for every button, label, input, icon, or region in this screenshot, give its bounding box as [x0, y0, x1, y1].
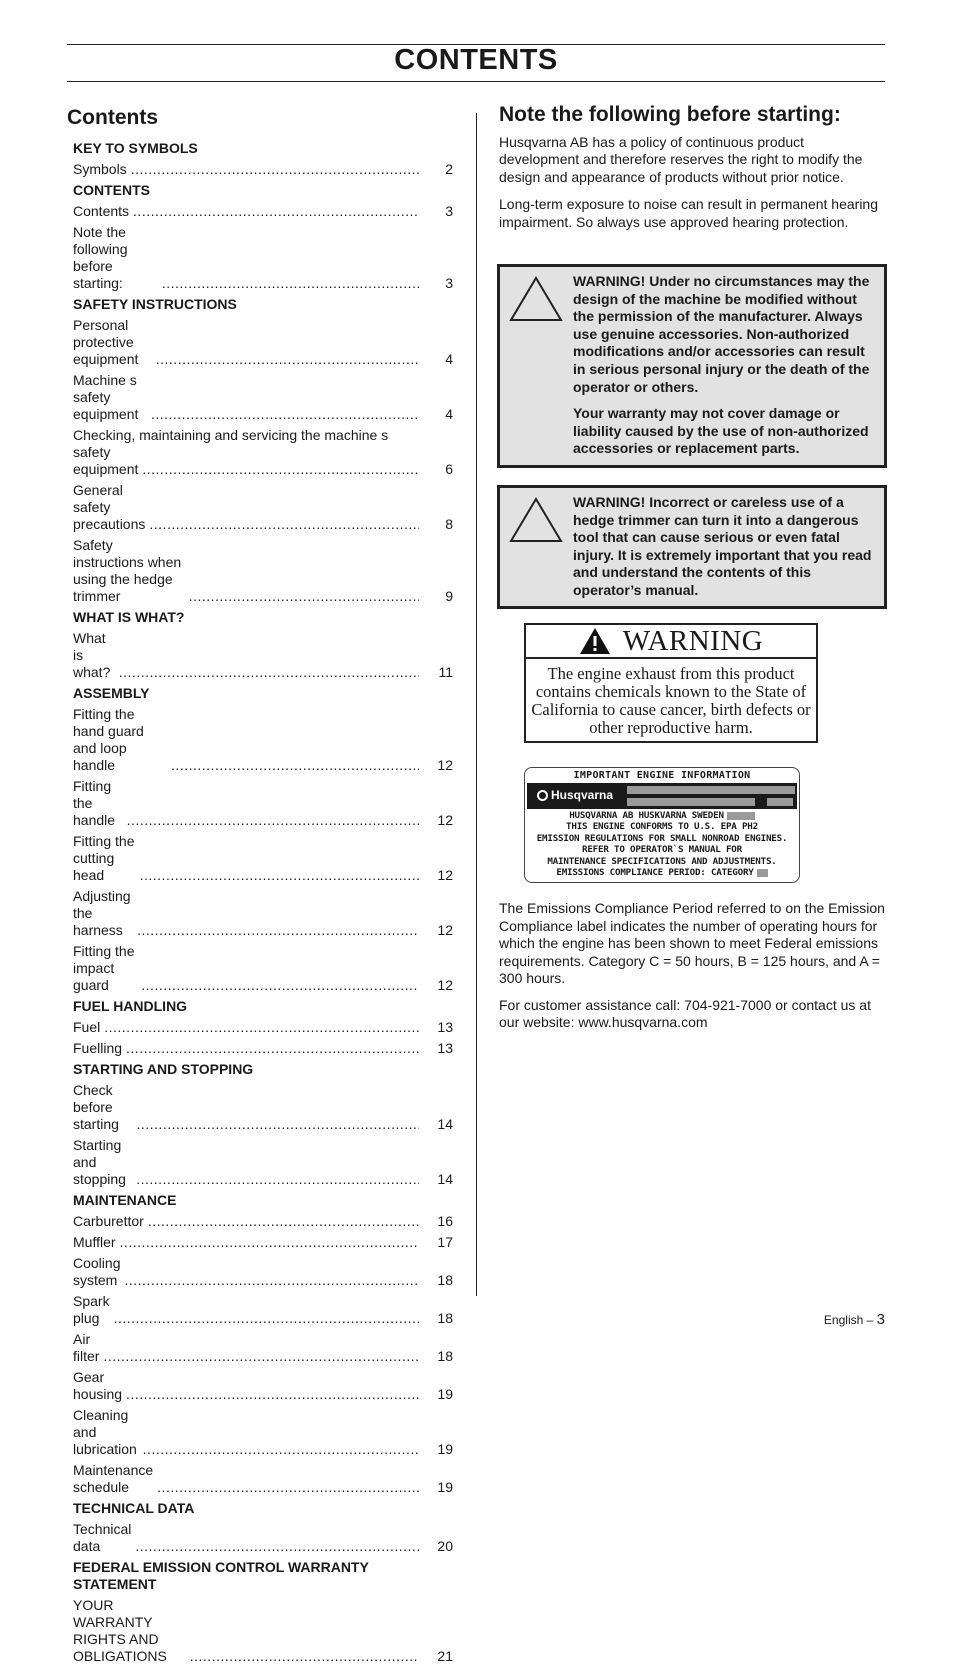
footer-separator: –: [866, 1313, 874, 1327]
toc-leader-dots: [124, 1272, 419, 1289]
toc-page-number: 8: [445, 516, 453, 532]
toc-leader-dots: [104, 1019, 419, 1036]
toc-page-number: 12: [437, 757, 453, 773]
toc-page-number: 3: [445, 203, 453, 219]
emissions-paragraph: The Emissions Compliance Period referred to on the Emission Compliance label indicates the number of operating hours for which the engine has been shown to meet Federal emissions requirements. Category C = 50 hours, B = 125 hours, and A = 300 hours.: [499, 900, 885, 986]
toc-entry: [73, 1135, 453, 1190]
warning-box-careless-use: [497, 485, 887, 609]
toc-entry-text: Starting and stopping: [73, 1137, 126, 1187]
toc-entry-text: What is what?: [73, 630, 111, 680]
table-of-contents: [73, 138, 453, 1667]
toc-entry: [73, 1017, 453, 1038]
toc-leader-dots: [142, 461, 419, 478]
toc-category: KEY TO SYMBOLS: [73, 140, 198, 156]
toc-entry-text: Fitting the hand guard and loop handle: [73, 706, 144, 773]
toc-leader-dots: [151, 406, 419, 423]
policy-paragraph: Husqvarna AB has a policy of continuous product development and therefore reserves the right to modify the design and appearance of products without prior notice.: [499, 133, 863, 185]
toc-leader-dots: [114, 1310, 419, 1327]
engine-label-line: MAINTENANCE SPECIFICATIONS AND ADJUSTMENTS.: [547, 855, 777, 867]
toc-page-number: 19: [437, 1386, 453, 1402]
toc-entry-text: Symbols: [73, 161, 127, 177]
husqvarna-brand-text: Husqvarna: [551, 788, 614, 802]
footer-language: English: [823, 1313, 864, 1327]
warning-modification-text: WARNING! Under no circumstances may the design of the machine be modified without the permission of the manufacturer. Always use genuine accessories. Non-authorized modifications and/or accessories can result in serious personal injury or the death of the operator or others.: [573, 273, 870, 395]
toc-category: ASSEMBLY: [73, 685, 150, 701]
toc-page-number: 12: [437, 977, 453, 993]
engine-label-title: IMPORTANT ENGINE INFORMATION: [573, 770, 751, 781]
toc-page-number: 2: [445, 161, 453, 177]
toc-entry-text: Checking, maintaining and servicing the machine s: [73, 427, 389, 443]
warning-triangle-icon: [508, 496, 564, 544]
customer-assistance-paragraph: For customer assistance call: 704-921-7000 or contact us at our website: www.husqvarna.com: [499, 996, 871, 1030]
toc-page-number: 4: [445, 351, 453, 367]
toc-leader-dots: [149, 516, 419, 533]
toc-entry-text: Fitting the handle: [73, 778, 116, 828]
toc-page-number: 19: [437, 1479, 453, 1495]
toc-entry: [73, 444, 453, 480]
toc-page-number: 18: [437, 1272, 453, 1288]
toc-page-number: 21: [437, 1648, 453, 1664]
engine-label-brand-bar: [527, 783, 797, 809]
toc-leader-dots: [143, 1441, 419, 1458]
page-title: CONTENTS: [394, 44, 558, 76]
toc-category: STARTING AND STOPPING: [73, 1061, 254, 1077]
toc-entry: [73, 535, 453, 607]
toc-category: CONTENTS: [73, 182, 150, 198]
toc-entry: [73, 1519, 453, 1557]
toc-category: MAINTENANCE: [73, 1192, 177, 1208]
toc-leader-dots: [171, 757, 419, 774]
engine-label-field: [627, 786, 795, 794]
engine-label-field: [627, 798, 755, 806]
california-warning-label: [524, 623, 818, 743]
emissions-info: [499, 900, 887, 1041]
toc-entry: [73, 1405, 453, 1460]
engine-label-line: EMISSIONS COMPLIANCE PERIOD: CATEGORY: [556, 867, 754, 879]
footer-page-number: 3: [876, 1311, 885, 1328]
toc-leader-dots: [135, 1538, 419, 1555]
toc-page-number: 16: [437, 1213, 453, 1229]
engine-label-line: HUSQVARNA AB HUSKVARNA SWEDEN: [569, 810, 724, 821]
toc-leader-dots: [148, 1213, 419, 1230]
toc-page-number: 12: [437, 922, 453, 938]
toc-page-number: 19: [437, 1441, 453, 1457]
engine-label-line: THIS ENGINE CONFORMS TO U.S. EPA PH2: [566, 821, 758, 833]
toc-page-number: 3: [445, 275, 453, 291]
toc-entry: [73, 628, 453, 683]
toc-leader-dots: [126, 1386, 419, 1403]
note-heading: Note the following before starting:: [499, 103, 841, 126]
warning-triangle-icon: [508, 275, 564, 323]
toc-entry: [73, 1367, 453, 1405]
toc-entry-text: safety equipment: [73, 444, 139, 477]
toc-entry: [73, 704, 453, 776]
engine-label-line: REFER TO OPERATOR`S MANUAL FOR: [582, 844, 742, 856]
toc-entry: [73, 1211, 453, 1232]
toc-entry-text: Carburettor: [73, 1213, 144, 1229]
california-warning-body: The engine exhaust from this product contains chemicals known to the State of California to cause cancer, birth defects or other reproductive harm.: [531, 664, 811, 737]
toc-entry: [73, 1038, 453, 1059]
toc-leader-dots: [120, 1234, 419, 1251]
toc-entry: [73, 1329, 453, 1367]
toc-leader-dots: [136, 1116, 419, 1133]
toc-entry: [73, 886, 453, 941]
toc-entry-text: Check before starting: [73, 1082, 119, 1132]
toc-entry-text: YOUR WARRANTY RIGHTS AND OBLIGATIONS: [73, 1597, 167, 1664]
toc-page-number: 12: [437, 867, 453, 883]
warranty-notice-text: Your warranty may not cover damage or liability caused by the use of non-authorized accessories or replacement parts.: [573, 405, 869, 457]
toc-page-number: 13: [437, 1019, 453, 1035]
page-footer: [824, 1311, 885, 1328]
toc-entry-text: General safety precautions: [73, 482, 146, 532]
toc-leader-dots: [119, 664, 419, 681]
toc-entry-text: Technical data: [73, 1521, 132, 1554]
toc-entry: [73, 315, 453, 370]
toc-entry-text: Air filter: [73, 1331, 100, 1364]
toc-page-number: 14: [437, 1116, 453, 1132]
toc-entry-text: Fuel: [73, 1019, 101, 1035]
husqvarna-crown-icon: [537, 790, 548, 801]
toc-entry: [73, 1595, 453, 1667]
toc-leader-dots: [141, 977, 419, 994]
toc-leader-dots: [189, 588, 419, 605]
toc-entry-text: Cleaning and lubrication: [73, 1407, 137, 1457]
right-column: [499, 103, 887, 241]
toc-entry: [73, 941, 453, 996]
toc-entry: [73, 1253, 453, 1291]
toc-entry-text: Cooling system: [73, 1255, 121, 1288]
toc-entry: [73, 1291, 453, 1329]
toc-page-number: 6: [445, 461, 453, 477]
warning-careless-use-text: WARNING! Incorrect or careless use of a hedge trimmer can turn it into a dangerous tool that can cause serious or even fatal injury. It is extremely important that you read and understand the contents of this operator’s manual.: [573, 494, 872, 598]
toc-leader-dots: [190, 1648, 419, 1665]
engine-label-field: [767, 798, 793, 806]
column-divider: [476, 113, 477, 1296]
toc-leader-dots: [127, 812, 419, 829]
toc-leader-dots: [162, 275, 419, 292]
toc-leader-dots: [131, 161, 419, 178]
toc-category: SAFETY INSTRUCTIONS: [73, 296, 237, 312]
toc-entry: [73, 370, 453, 425]
toc-entry: [73, 1080, 453, 1135]
toc-entry-text: Personal protective equipment: [73, 317, 139, 367]
toc-category: FUEL HANDLING: [73, 998, 188, 1014]
toc-entry-text: Spark plug: [73, 1293, 110, 1326]
toc-entry-text: Gear housing: [73, 1369, 123, 1402]
california-warning-title: WARNING: [622, 624, 764, 657]
toc-entry: [73, 222, 453, 294]
toc-category: TECHNICAL DATA: [73, 1500, 195, 1516]
title-underline: [67, 81, 885, 82]
toc-entry-text: Adjusting the harness: [73, 888, 131, 938]
toc-entry: [73, 159, 453, 180]
engine-label-field: [727, 812, 755, 820]
noise-paragraph: Long-term exposure to noise can result in permanent hearing impairment. So always use approved hearing protection.: [499, 196, 878, 230]
toc-entry-text: Muffler: [73, 1234, 116, 1250]
toc-leader-dots: [140, 867, 419, 884]
toc-entry-text: Fitting the cutting head: [73, 833, 135, 883]
toc-entry-text: Contents: [73, 203, 130, 219]
toc-entry-text: Fuelling: [73, 1040, 123, 1056]
toc-page-number: 12: [437, 812, 453, 828]
toc-page-number: 14: [437, 1171, 453, 1187]
toc-entry-text: Safety instructions when using the hedge trimmer: [73, 537, 182, 604]
engine-information-label: [524, 767, 800, 883]
toc-entry: [73, 776, 453, 831]
toc-page-number: 13: [437, 1040, 453, 1056]
toc-leader-dots: [133, 203, 419, 220]
toc-leader-dots: [126, 1040, 419, 1057]
toc-leader-dots: [137, 922, 419, 939]
toc-entry: [73, 201, 453, 222]
toc-entry-text: Maintenance schedule: [73, 1462, 154, 1495]
engine-label-field: [757, 869, 768, 877]
toc-leader-dots: [136, 1171, 419, 1188]
warning-box-modification: [497, 264, 887, 468]
contents-heading: Contents: [67, 106, 158, 129]
toc-page-number: 4: [445, 406, 453, 422]
toc-entry: [73, 1460, 453, 1498]
toc-page-number: 17: [437, 1234, 453, 1250]
toc-page-number: 20: [437, 1538, 453, 1554]
toc-entry: [73, 1232, 453, 1253]
engine-label-line: EMISSION REGULATIONS FOR SMALL NONROAD ENGINES.: [536, 832, 788, 844]
toc-leader-dots: [156, 351, 419, 368]
toc-page-number: 9: [445, 588, 453, 604]
exclamation-triangle-icon: [579, 627, 611, 655]
toc-page-number: 18: [437, 1348, 453, 1364]
toc-category: FEDERAL EMISSION CONTROL WARRANTY STATEMENT: [73, 1559, 369, 1592]
toc-entry: [73, 831, 453, 886]
toc-category: WHAT IS WHAT?: [73, 609, 185, 625]
toc-page-number: 18: [437, 1310, 453, 1326]
toc-entry-text: Machine s safety equipment: [73, 372, 139, 422]
toc-entry-text: Note the following before starting:: [73, 224, 128, 291]
toc-entry-text: Fitting the impact guard: [73, 943, 135, 993]
left-column: [67, 106, 457, 1667]
husqvarna-logo: [537, 788, 613, 802]
toc-entry: [73, 480, 453, 535]
toc-leader-dots: [157, 1479, 419, 1496]
toc-page-number: 11: [438, 664, 453, 680]
